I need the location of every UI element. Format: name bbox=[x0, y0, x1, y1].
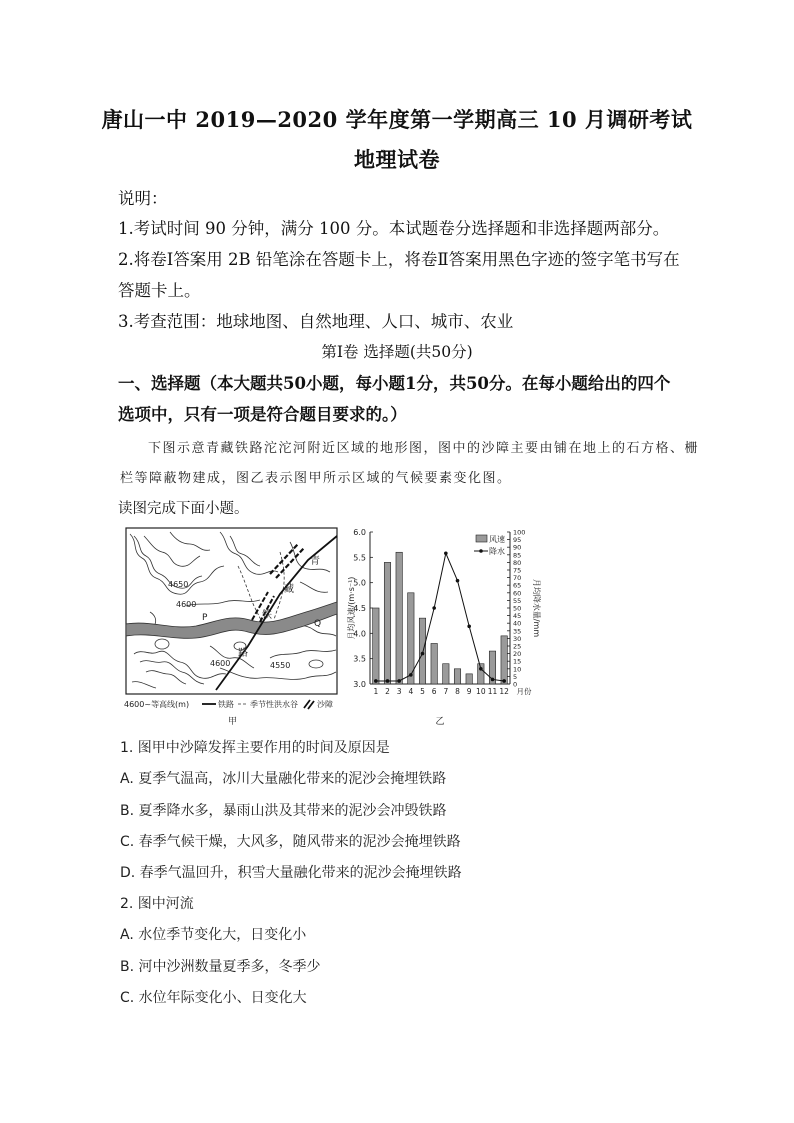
left-axis-label: 月均风速/(m·s⁻¹) bbox=[347, 576, 356, 640]
point-p-label: P bbox=[202, 613, 208, 623]
precipitation-point bbox=[432, 606, 436, 610]
note-item-2: 2.将卷Ⅰ答案用 2B 铅笔涂在答题卡上，将卷Ⅱ答案用黑色字迹的签字笔书写在 bbox=[118, 250, 680, 269]
contour-label-4650: 4650 bbox=[168, 580, 189, 589]
precipitation-point bbox=[374, 679, 378, 683]
section-heading-line1: 一、选择题（本大题共50小题，每小题1分，共50分。在每小题给出的四个 bbox=[118, 374, 671, 393]
month-tick-label: 12 bbox=[499, 687, 509, 696]
right-tick-label: 60 bbox=[513, 589, 522, 598]
precipitation-point bbox=[444, 551, 448, 555]
question-1-option-c[interactable]: C. 春季气候干燥，大风多，随风带来的泥沙会掩埋铁路 bbox=[120, 834, 461, 850]
precipitation-polyline bbox=[376, 553, 504, 681]
month-tick-label: 10 bbox=[476, 687, 486, 696]
wind-speed-bar bbox=[443, 664, 449, 684]
note-item-2-cont: 答题卡上。 bbox=[118, 281, 201, 300]
map-legend bbox=[124, 699, 333, 709]
page-title: 唐山一中 2019—2020 学年度第一学期高三 10 月调研考试 bbox=[101, 107, 693, 132]
map-caption: 甲 bbox=[228, 717, 238, 727]
right-tick-label: 30 bbox=[513, 634, 522, 643]
question-2-stem: 2. 图中河流 bbox=[120, 896, 194, 912]
point-q-label: Q bbox=[314, 619, 322, 629]
right-tick-label: 85 bbox=[513, 551, 522, 560]
left-tick-label: 6.0 bbox=[353, 528, 366, 537]
right-tick-label: 10 bbox=[513, 665, 522, 674]
left-tick-label: 5.0 bbox=[353, 578, 366, 588]
month-tick-label: 8 bbox=[455, 687, 460, 696]
question-2-option-b[interactable]: B. 河中沙洲数量夏季多，冬季少 bbox=[120, 959, 321, 975]
wind-speed-bar bbox=[373, 608, 379, 684]
wind-speed-bar bbox=[431, 643, 437, 684]
precipitation-point bbox=[467, 624, 471, 628]
legend-wind-label: 风速 bbox=[489, 535, 505, 544]
right-tick-label: 35 bbox=[513, 627, 522, 636]
intro-line2: 栏等障蔽物建成，图乙表示图甲所示区域的气候要素变化图。 bbox=[120, 471, 512, 486]
chart-caption: 乙 bbox=[435, 717, 445, 727]
right-tick-label: 70 bbox=[513, 574, 522, 583]
precipitation-point bbox=[491, 678, 495, 682]
legend-wind-swatch bbox=[476, 535, 487, 542]
right-tick-label: 55 bbox=[513, 596, 522, 605]
wind-speed-bar bbox=[466, 674, 472, 684]
precipitation-point bbox=[409, 673, 413, 677]
precipitation-point bbox=[397, 679, 401, 683]
right-tick-label: 90 bbox=[513, 543, 522, 552]
wind-speed-bar bbox=[396, 552, 402, 684]
x-axis-unit-label: 月份 bbox=[516, 687, 532, 696]
right-tick-label: 20 bbox=[513, 650, 522, 659]
precipitation-point bbox=[386, 679, 390, 683]
right-tick-label: 5 bbox=[513, 672, 518, 681]
contour-label-4600-b: 4600 bbox=[210, 659, 231, 668]
note-item-3: 3.考查范围：地球地图、自然地理、人口、城市、农业 bbox=[118, 312, 514, 331]
terrain-map bbox=[120, 522, 345, 734]
right-tick-label: 75 bbox=[513, 566, 522, 575]
left-tick-label: 4.5 bbox=[353, 604, 366, 613]
question-2-option-c[interactable]: C. 水位年际变化小、日变化大 bbox=[120, 990, 307, 1006]
wind-speed-bar bbox=[384, 562, 390, 684]
right-tick-label: 80 bbox=[513, 558, 522, 567]
right-tick-label: 45 bbox=[513, 612, 522, 621]
wind-speed-bar bbox=[501, 636, 507, 684]
intro-instruction: 读图完成下面小题。 bbox=[118, 501, 249, 517]
wind-speed-bars bbox=[373, 552, 508, 684]
wind-speed-bar bbox=[478, 664, 484, 684]
month-tick-label: 7 bbox=[443, 687, 449, 696]
page-subtitle: 地理试卷 bbox=[354, 147, 440, 172]
railway-label-qing: 青 bbox=[310, 556, 320, 567]
railway-label-zang: 藏 bbox=[284, 584, 294, 595]
legend-railway: 铁路 bbox=[218, 700, 234, 709]
intro-line1: 下图示意青藏铁路沱沱河附近区域的地形图，图中的沙障主要由铺在地上的石方格、栅 bbox=[148, 441, 700, 456]
climate-chart bbox=[340, 522, 540, 734]
precipitation-line bbox=[374, 551, 506, 682]
month-tick-label: 3 bbox=[396, 687, 402, 696]
legend-contour: 4600~等高线(m) bbox=[124, 700, 190, 709]
right-tick-label: 65 bbox=[513, 581, 522, 590]
month-tick-label: 9 bbox=[466, 687, 472, 696]
contour-label-4550: 4550 bbox=[270, 661, 291, 670]
right-tick-label: 100 bbox=[513, 528, 526, 537]
right-tick-label: 25 bbox=[513, 642, 522, 651]
right-tick-label: 40 bbox=[513, 619, 522, 628]
month-tick-label: 5 bbox=[420, 687, 425, 696]
right-tick-label: 95 bbox=[513, 536, 522, 545]
note-item-1: 1.考试时间 90 分钟，满分 100 分。本试题卷分选择题和非选择题两部分。 bbox=[118, 219, 670, 238]
question-1-option-a[interactable]: A. 夏季气温高，冰川大量融化带来的泥沙会掩埋铁路 bbox=[120, 771, 447, 787]
right-tick-label: 0 bbox=[513, 680, 518, 689]
wind-speed-bar bbox=[454, 669, 460, 684]
left-tick-label: 3.5 bbox=[353, 654, 366, 664]
railway-label-lu: 路 bbox=[238, 648, 248, 659]
question-2-option-a[interactable]: A. 水位季节变化大，日变化小 bbox=[120, 927, 307, 943]
legend-rain-label: 降水 bbox=[489, 547, 505, 556]
section-heading-line2: 选项中，只有一项是符合题目要求的。） bbox=[118, 405, 407, 424]
precipitation-point bbox=[456, 579, 460, 583]
wind-speed-bar bbox=[419, 618, 425, 684]
question-1-stem: 1. 图甲中沙障发挥主要作用的时间及原因是 bbox=[120, 740, 390, 756]
left-tick-label: 3.0 bbox=[353, 680, 366, 689]
right-axis-label: 月均降水量/mm bbox=[532, 578, 541, 638]
precipitation-point bbox=[502, 679, 506, 683]
legend-sand-barrier: 沙障 bbox=[317, 700, 333, 709]
right-tick-label: 15 bbox=[513, 657, 522, 666]
question-1-option-b[interactable]: B. 夏季降水多，暴雨山洪及其带来的泥沙会冲毁铁路 bbox=[120, 803, 447, 819]
left-tick-label: 4.0 bbox=[353, 629, 366, 639]
right-tick-label: 50 bbox=[513, 604, 522, 613]
month-tick-label: 4 bbox=[408, 687, 414, 696]
legend-flood-valley: 季节性洪水谷 bbox=[250, 700, 298, 709]
month-tick-label: 1 bbox=[373, 687, 379, 696]
legend-rain-marker bbox=[479, 549, 483, 553]
notes-label: 说明： bbox=[118, 189, 168, 208]
volume-title: 第Ⅰ卷 选择题(共50分) bbox=[321, 343, 473, 361]
contour-label-4600-a: 4600 bbox=[176, 600, 197, 609]
precipitation-point bbox=[421, 652, 425, 656]
month-tick-label: 2 bbox=[385, 687, 390, 696]
month-tick-label: 6 bbox=[431, 687, 437, 696]
left-tick-label: 5.5 bbox=[353, 553, 366, 563]
railway-label-tie: 铁 bbox=[262, 610, 272, 621]
month-tick-label: 11 bbox=[487, 687, 498, 696]
question-1-option-d[interactable]: D. 春季气温回升，积雪大量融化带来的泥沙会掩埋铁路 bbox=[120, 865, 462, 881]
precipitation-point bbox=[479, 667, 483, 671]
